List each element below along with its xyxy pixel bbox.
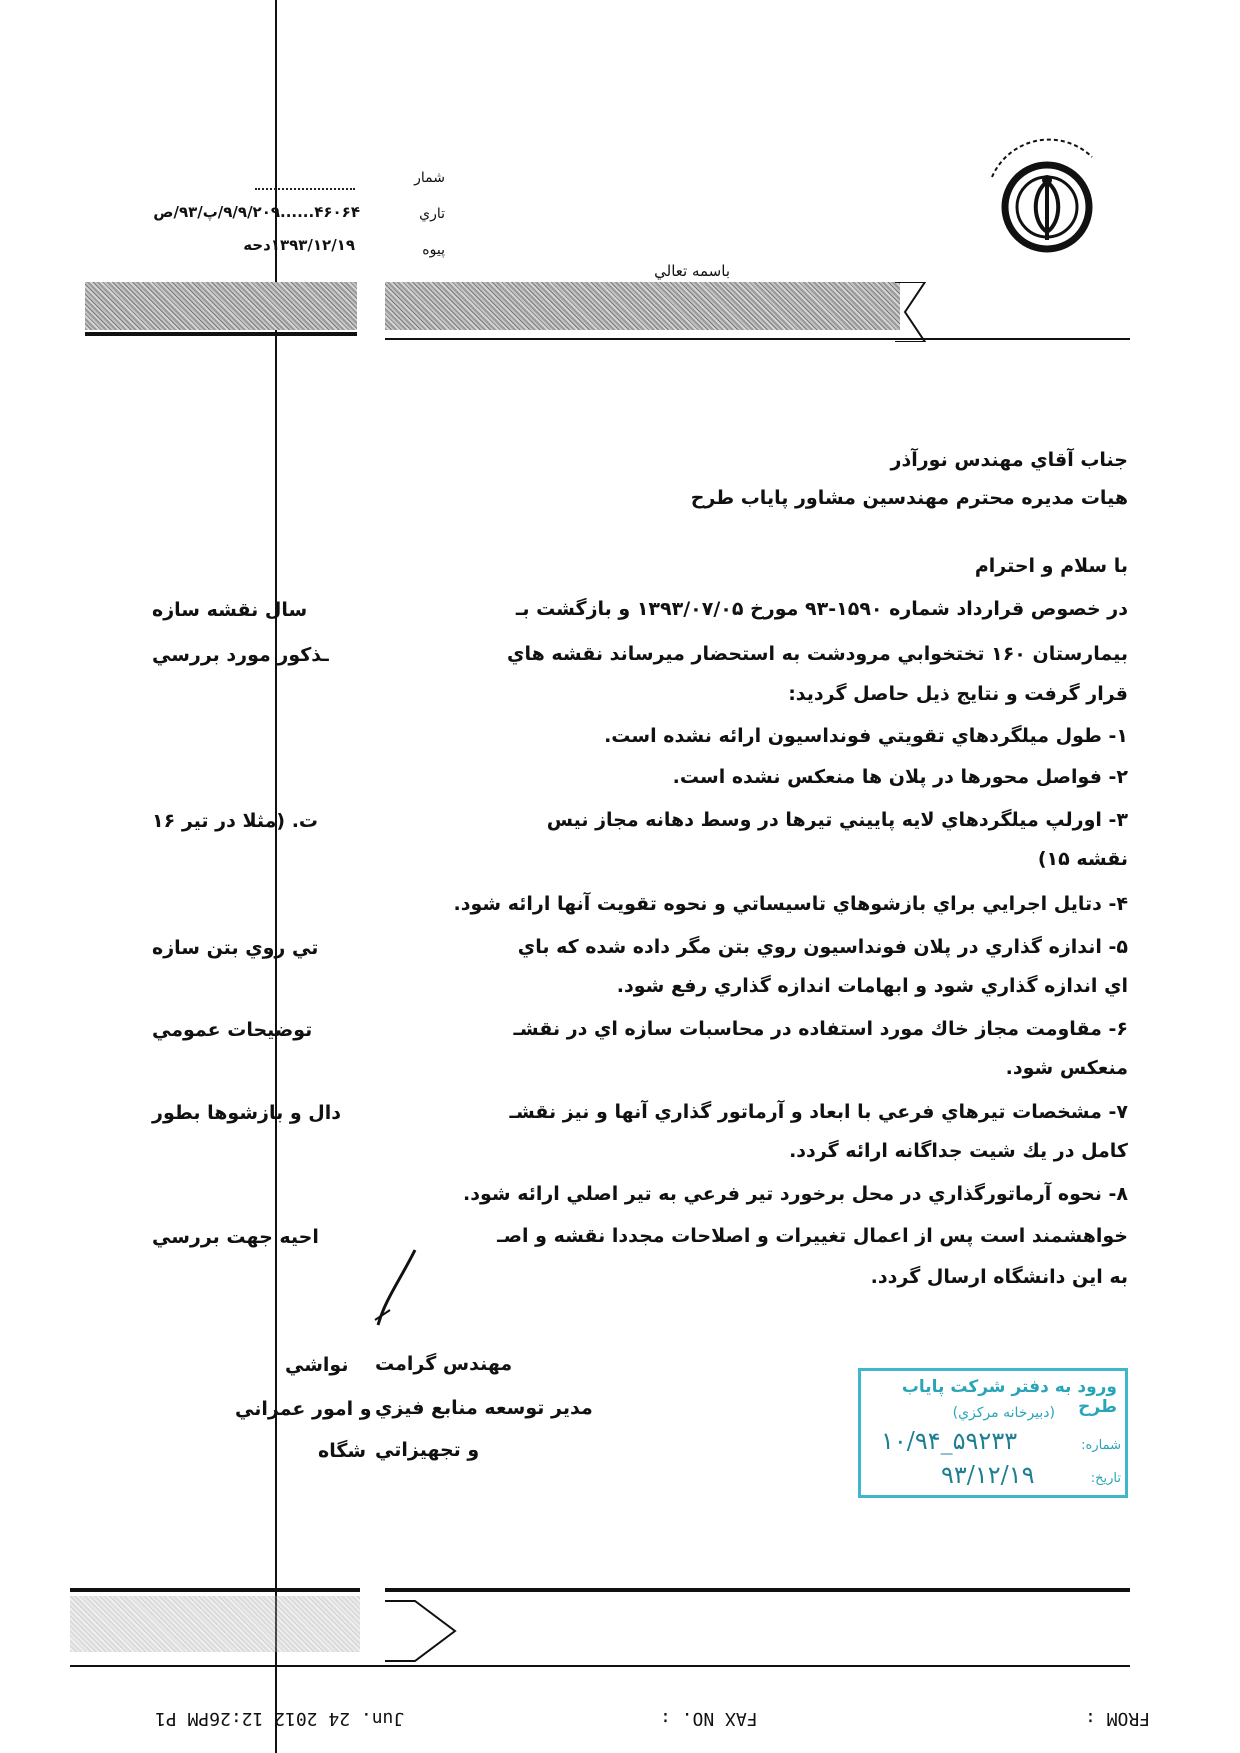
closing-line1-left: احيه جهت بررسي <box>152 1226 319 1248</box>
stamp-title: ورود به دفتر شركت پاياب طرح <box>901 1377 1117 1417</box>
recipient-line1: جناب آقاي مهندس نورآذر <box>890 449 1128 471</box>
item-7-line1: ۷- مشخصات تيرهاي فرعي با ابعاد و آرماتور گذاري آنها و نيز نقشـ <box>509 1101 1128 1123</box>
date-label: تاري <box>419 206 445 222</box>
footer-rule-right <box>385 1588 1130 1592</box>
signatory-title2-left: شگاه <box>318 1440 367 1462</box>
item-3-line1-left: ت. (مثلا در تير ۱۶ <box>152 810 318 832</box>
p1-line2-left: ـذكور مورد بررسي <box>152 644 329 666</box>
salutation: باسمه تعالي <box>654 262 730 280</box>
footer-rule-left <box>70 1588 360 1592</box>
stamp-number-value: ۱۰/۹۴_۵۹۲۳۳ <box>881 1427 1018 1455</box>
item-6-line1-left: توضيحات عمومي <box>152 1019 313 1041</box>
stamp-number-label: شماره: <box>1081 1438 1121 1453</box>
number-label: شمار <box>414 170 445 186</box>
item-5-line2: اي اندازه گذاري شود و ابهامات اندازه گذاري رفع شود. <box>616 975 1128 997</box>
letter-number: ۴۶۰۶۴......۹/۹/۲۰۹/پ/۹۳/ص <box>153 203 360 221</box>
item-6-line2: منعكس شود. <box>1005 1057 1128 1079</box>
greeting: با سلام و احترام <box>974 555 1128 577</box>
stamp-subtitle: (دبيرخانه مركزي) <box>952 1405 1055 1421</box>
recipient-line2: هيات مديره محترم مهندسين مشاور پاياب طرح <box>690 487 1128 509</box>
signatory-title2: و تجهيزاتي <box>375 1439 480 1461</box>
stamp-date-label: تاريخ: <box>1090 1471 1121 1486</box>
closing-line2: به اين دانشگاه ارسال گردد. <box>870 1266 1128 1288</box>
item-3-line1: ۳- اورلپ ميلگردهاي لايه پاييني تيرها در وسط دهانه مجاز نيس <box>546 809 1128 831</box>
item-4: ۴- دتايل اجرايي براي بازشوهاي تاسيساتي و نحوه تقويت آنها ارائه شود. <box>453 893 1128 915</box>
item-2: ۲- فواصل محورها در پلان ها منعكس نشده است. <box>672 766 1128 788</box>
p1-line1-left: سال نقشه سازه <box>152 599 308 621</box>
header-arrow-shape <box>895 282 965 342</box>
receipt-stamp <box>858 1368 1128 1498</box>
item-8: ۸- نحوه آرماتورگذاري در محل برخورد تير فرعي به تير اصلي ارائه شود. <box>463 1183 1128 1205</box>
university-seal-logo <box>972 132 1122 282</box>
header-rule-left <box>85 332 357 336</box>
item-3-line2: نقشه ۱۵) <box>1037 848 1128 870</box>
p1-line1: در خصوص قرارداد شماره ۱۵۹۰-۹۳ مورخ ۱۳۹۳/۰۷/۰۵ و بازگشت بـ <box>515 598 1128 620</box>
number-dots <box>255 188 355 190</box>
signatory-name-left: نواشي <box>285 1354 349 1376</box>
p1-line3: قرار گرفت و نتايج ذيل حاصل گرديد: <box>788 683 1128 705</box>
stamp-date-value: ۹۳/۱۲/۱۹ <box>941 1461 1035 1489</box>
fax-from: FROM : <box>1085 1708 1151 1729</box>
fax-number: FAX NO. : <box>660 1708 758 1729</box>
attachment-label: پيوه <box>422 242 445 258</box>
letter-date: ۱۳۹۳/۱۲/۱۹دحه <box>243 236 355 254</box>
item-7-line1-left: دال و بازشوها بطور <box>152 1102 342 1124</box>
fax-scan-line <box>275 0 277 1753</box>
item-6-line1: ۶- مقاومت مجاز خاك مورد استفاده در محاسبات سازه اي در نقشـ <box>513 1018 1128 1040</box>
signatory-title1: مدير توسعه منابع فيزي <box>375 1397 593 1419</box>
closing-line1: خواهشمند است پس از اعمال تغييرات و اصلاحات مجددا نقشه و اصـ <box>497 1225 1128 1247</box>
item-1: ۱- طول ميلگردهاي تقويتي فونداسيون ارائه نشده است. <box>604 725 1128 747</box>
footer-band-left <box>70 1596 360 1652</box>
item-7-line2: كامل در يك شيت جداگانه ارائه گردد. <box>789 1140 1128 1162</box>
footer-arrow-shape <box>385 1596 465 1666</box>
header-band-right <box>385 282 900 330</box>
header-band-left <box>85 282 357 330</box>
signatory-name: مهندس گرامت <box>375 1353 513 1375</box>
fax-timestamp: Jun. 24 2012 12:26PM P1 <box>155 1708 405 1729</box>
signature-mark <box>370 1240 430 1330</box>
item-5-line1-left: تي روي بتن سازه <box>152 937 319 959</box>
footer-bottom-rule <box>70 1665 1130 1667</box>
signatory-title1-left: و امور عمراني <box>235 1398 372 1420</box>
item-5-line1: ۵- اندازه گذاري در پلان فونداسيون روي بتن مگر داده شده كه باي <box>517 936 1128 958</box>
header-rule-right <box>385 338 1130 340</box>
p1-line2: بيمارستان ۱۶۰ تختخوابي مرودشت به استحضار ميرساند نقشه هاي <box>507 643 1128 665</box>
